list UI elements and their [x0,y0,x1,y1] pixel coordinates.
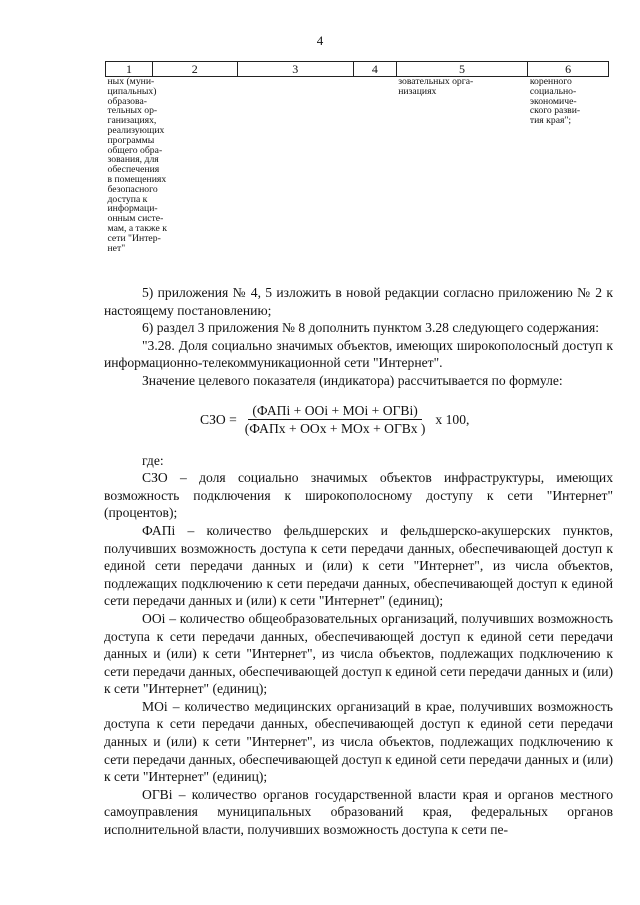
table-row [106,77,609,254]
formula-multiplier: x 100, [435,411,470,427]
table-header-cell: 4 [353,62,396,77]
table-header-cell: 6 [528,62,609,77]
formula-intro: Значение целевого показателя (индикатора) рассчитывается по формуле: [142,372,563,388]
formula-lhs: СЗО = [200,411,237,427]
table-cell-col5: зовательных орга- низациях [398,76,474,97]
formula-fraction [241,402,430,437]
document-body [104,284,613,839]
formula-numerator: (ФАПi + ООi + МОi + ОГВi) [248,402,421,420]
definition-mo: МОi – количество медицинских организаций в крае, получивших возможность доступа к сети передачи данных, обеспечивающей доступ к единой сети передачи данных и (или) к сети "Интернет", из числа объектов, подлежащих подключению к сети передачи данных, обеспечивающей доступ к единой сети передачи данных и (или) к сети "Интернет" (единиц); [104,698,613,785]
table-header-cell: 3 [237,62,353,77]
page-number: 4 [316,33,324,48]
formula-denominator: (ФАПх + ООх + МОх + ОГВх ) [244,421,426,437]
continuation-table [105,61,609,253]
table-cell-col6: коренного социально- экономиче- ского разви- тия края"; [529,76,581,127]
amendment-item-6: 6) раздел 3 приложения № 8 дополнить пунктом 3.28 следующего содержания: [142,320,600,336]
clause-3-28: "3.28. Доля социально значимых объектов, имеющих широкополосный доступ к информационно-телекоммуникационной сети "Интернет". [104,337,613,371]
amendment-item-5: 5) приложения № 4, 5 изложить в новой редакции согласно приложению № 2 к настоящему постановлению; [104,285,613,318]
table-cell-col4 [353,77,396,254]
table-cell-col2: ных (муни- ципальных) образова- тельных ор- ганизациях, реализующих программы общего обра- зования, для обеспечения в помещениях безопасного доступа к информаци- онным систе- мам, а также к сети "Интер- нет" [107,76,167,254]
table-header-cell: 5 [396,62,528,77]
definition-oo: ООi – количество общеобразовательных организаций, получивших возможность доступа к сети передачи данных, обеспечивающей доступ к единой сети передачи данных и (или) к сети "Интернет", из числа объектов, подлежащих подключению к сети передачи данных, обеспечивающей доступ к единой сети передачи данных и (или) к сети "Интернет" (единиц); [104,610,613,697]
definition-ogv: ОГВi – количество органов государственной власти края и органов местного самоуправления муниципальных образований края, федеральных органов исполнительной власти, получивших возможность доступа к сети пе- [104,786,613,838]
table-header-cell: 1 [106,62,153,77]
table-cell-col3 [237,77,353,254]
table-header-row [106,62,609,77]
where-label: где: [142,452,164,468]
definition-szo: СЗО – доля социально значимых объектов инфраструктуры, имеющих возможность подключения к широкополосному доступу к сети "Интернет" (процентов); [104,470,613,521]
definition-fap: ФАПi – количество фельдшерских и фельдшерско-акушерских пунктов, получивших возможность доступа к сети передачи данных, обеспечивающей доступ к единой сети передачи данных и (или) к сети "Интернет", из числа объектов, подлежащих подключению к сети передачи данных, обеспечивающей доступ к единой сети передачи данных и (или) к сети "Интернет" (единиц); [104,522,613,609]
table-header-cell: 2 [152,62,237,77]
formula [200,398,613,442]
